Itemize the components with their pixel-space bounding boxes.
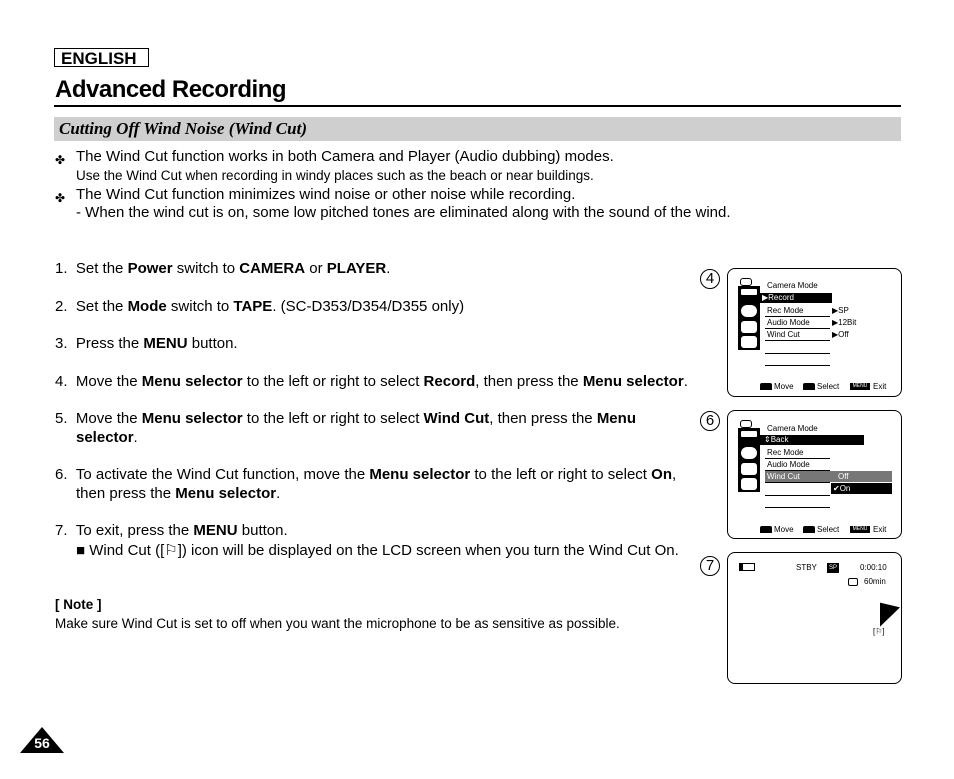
menu-item-audio-mode[interactable]: Audio Mode xyxy=(767,318,810,327)
value-rec-mode: ▶SP xyxy=(832,306,849,315)
battery-icon xyxy=(739,563,755,571)
lcd-screen-panel xyxy=(727,552,902,684)
menu-title: Camera Mode xyxy=(767,424,818,433)
step-3: 3. Press the MENU button. xyxy=(55,335,238,352)
bullet-subtext: Use the Wind Cut when recording in windy places such as the beach or near buildings. xyxy=(76,168,594,183)
section-title: Cutting Off Wind Noise (Wind Cut) xyxy=(59,119,307,138)
option-off[interactable]: Off xyxy=(838,472,849,481)
menu-divider xyxy=(765,340,830,341)
step-4: 4. Move the Menu selector to the left or right to select Record, then press the Menu selector. xyxy=(55,373,688,390)
footer-exit: Exit xyxy=(873,525,887,534)
step-5: 5. Move the Menu selector to the left or right to select Wind Cut, then press the Menu xyxy=(55,410,636,427)
clock-menu-icon xyxy=(741,447,757,459)
panel-number: 7 xyxy=(700,556,720,576)
pointer-arrow-icon xyxy=(880,595,900,626)
menu-divider xyxy=(765,316,830,317)
bullet-subtext: - When the wind cut is on, some low pitched tones are eliminated along with the sound of the wind. xyxy=(76,204,731,221)
menu-item-rec-mode[interactable]: Rec Mode xyxy=(767,306,804,315)
select-icon xyxy=(803,383,815,390)
record-menu-icon xyxy=(741,431,757,437)
menu-item-back[interactable]: ⇕Back xyxy=(760,435,864,445)
menu-key-icon: MENU xyxy=(850,526,870,533)
menu-divider xyxy=(765,482,830,483)
menu-divider xyxy=(765,507,830,508)
value-audio-mode: ▶12Bit xyxy=(832,318,857,327)
menu-divider xyxy=(765,353,830,354)
panel-number: 6 xyxy=(700,411,720,431)
step-7-note: ■ Wind Cut ([⚐]) icon will be displayed on the LCD screen when you turn the Wind Cut On. xyxy=(76,542,679,559)
menu-divider xyxy=(765,365,830,366)
menu-sidebar xyxy=(738,286,760,350)
menu-item-wind-cut[interactable]: Wind Cut xyxy=(765,471,892,482)
menu-screen-panel xyxy=(727,410,902,539)
menu-divider xyxy=(765,328,830,329)
footer-select: Select xyxy=(817,382,840,391)
timecode: 0:00:10 xyxy=(860,563,887,572)
footer-move: Move xyxy=(774,525,794,534)
bullet-icon: ✤ xyxy=(55,191,66,205)
menu-key-icon: MENU xyxy=(850,383,870,390)
menu-title: Camera Mode xyxy=(767,281,818,290)
sp-badge: SP xyxy=(828,565,837,571)
menu-item-rec-mode[interactable]: Rec Mode xyxy=(767,448,804,457)
camera-mode-icon xyxy=(740,420,752,428)
menu-sidebar xyxy=(738,428,760,492)
page-number: 56 xyxy=(34,735,50,751)
wind-cut-icon: [⚐] xyxy=(873,627,885,636)
menu-screen-panel xyxy=(727,268,902,397)
bullet-text: The Wind Cut function works in both Camera and Player (Audio dubbing) modes. xyxy=(76,148,614,165)
title-rule xyxy=(54,105,901,107)
step-6: 6. To activate the Wind Cut function, move the Menu selector to the left or right to select On, xyxy=(55,466,677,483)
camera-mode-icon xyxy=(740,278,752,286)
footer-move: Move xyxy=(774,382,794,391)
bullet-text: The Wind Cut function minimizes wind noise or other noise while recording. xyxy=(76,186,576,203)
move-icon xyxy=(760,383,772,390)
status-stby: STBY xyxy=(796,563,817,572)
menu-divider xyxy=(765,495,830,496)
step-1: 1. Set the Power switch to CAMERA or PLAYER. xyxy=(55,260,391,277)
panel-number: 4 xyxy=(700,269,720,289)
menu-item-wind-cut[interactable]: Wind Cut xyxy=(767,330,800,339)
note-title: [ Note ] xyxy=(55,597,102,612)
clock-menu-icon xyxy=(741,305,757,317)
record-menu-icon xyxy=(741,289,757,295)
camera-menu-icon xyxy=(741,463,757,475)
menu-item-audio-mode[interactable]: Audio Mode xyxy=(767,460,810,469)
page-title: Advanced Recording xyxy=(55,76,287,103)
bullet-icon: ✤ xyxy=(55,153,66,167)
footer-exit: Exit xyxy=(873,382,887,391)
menu-divider xyxy=(765,458,830,459)
step-6-cont: then press the Menu selector. xyxy=(76,485,281,502)
tape-icon xyxy=(848,578,858,586)
settings-menu-icon xyxy=(741,478,757,490)
step-5-cont: selector. xyxy=(76,429,138,446)
menu-item-record[interactable]: ▶Record xyxy=(760,293,832,303)
move-icon xyxy=(760,526,772,533)
option-on[interactable]: ✔On xyxy=(831,483,892,494)
note-text: Make sure Wind Cut is set to off when you want the microphone to be as sensitive as possible. xyxy=(55,616,620,631)
language-badge: ENGLISH xyxy=(54,48,149,67)
section-bar xyxy=(54,117,901,141)
value-wind-cut: ▶Off xyxy=(832,330,849,339)
settings-menu-icon xyxy=(741,336,757,348)
camera-menu-icon xyxy=(741,321,757,333)
step-2: 2. Set the Mode switch to TAPE. (SC-D353/D354/D355 only) xyxy=(55,298,465,315)
select-icon xyxy=(803,526,815,533)
step-7: 7. To exit, press the MENU button. xyxy=(55,522,288,539)
tape-remaining: 60min xyxy=(864,577,886,586)
footer-select: Select xyxy=(817,525,840,534)
